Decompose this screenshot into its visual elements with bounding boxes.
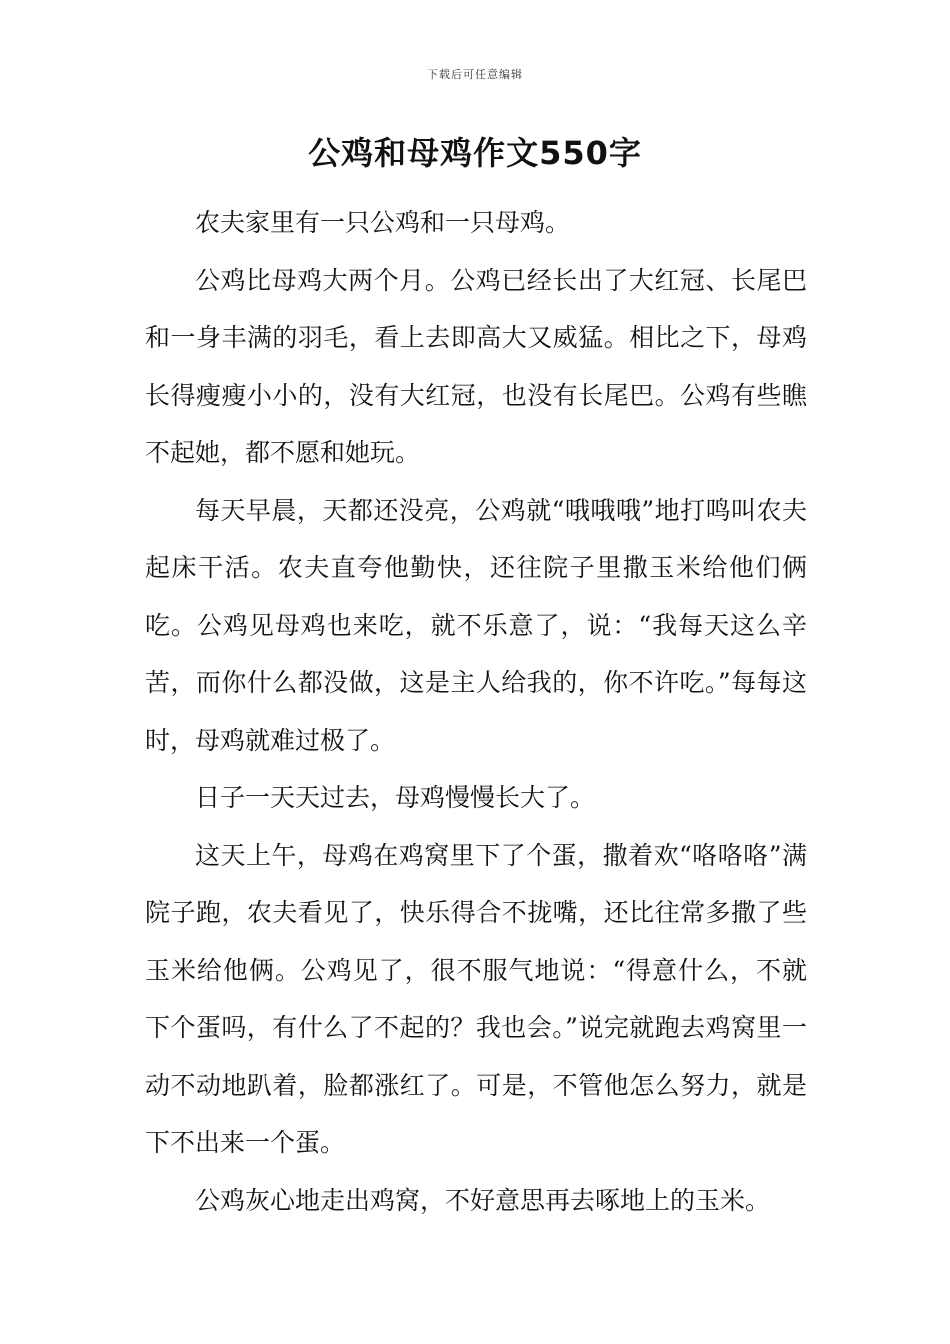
paragraph-6: 公鸡灰心地走出鸡窝，不好意思再去啄地上的玉米。: [195, 1185, 771, 1215]
header-note: 下载后可任意编辑: [427, 68, 523, 81]
paragraph-1: 农夫家里有一只公鸡和一只母鸡。: [195, 208, 571, 237]
paragraph-5: 这天上午，母鸡在鸡窝里下了个蛋，撒着欢“咯咯咯”满院子跑，农夫看见了，快乐得合不拢嘴，还比往常多撒了些玉米给他俩。公鸡见了，很不服气地说：“得意什么，不就下个蛋吗，有什么了不起的？我也会。”说完就跑去鸡窝里一动不动地趴着，脸都涨红了。可是，不管他怎么努力，就是下不出来一个蛋。: [145, 840, 807, 1157]
essay-body: [145, 194, 807, 1229]
page-title: 公鸡和母鸡作文550字: [308, 134, 642, 172]
paragraph-2: 公鸡比母鸡大两个月。公鸡已经长出了大红冠、长尾巴和一身丰满的羽毛，看上去即高大又威猛。相比之下，母鸡长得瘦瘦小小的，没有大红冠，也没有长尾巴。公鸡有些瞧不起她，都不愿和她玩。: [145, 265, 807, 467]
paragraph-4: 日子一天天过去，母鸡慢慢长大了。: [195, 783, 596, 812]
paragraph-3: 每天早晨，天都还没亮，公鸡就“哦哦哦”地打鸣叫农夫起床干活。农夫直夸他勤快，还往院子里撒玉米给他们俩吃。公鸡见母鸡也来吃，就不乐意了，说：“我每天这么辛苦，而你什么都没做，这是主人给我的，你不许吃。”每每这时，母鸡就难过极了。: [145, 495, 807, 755]
